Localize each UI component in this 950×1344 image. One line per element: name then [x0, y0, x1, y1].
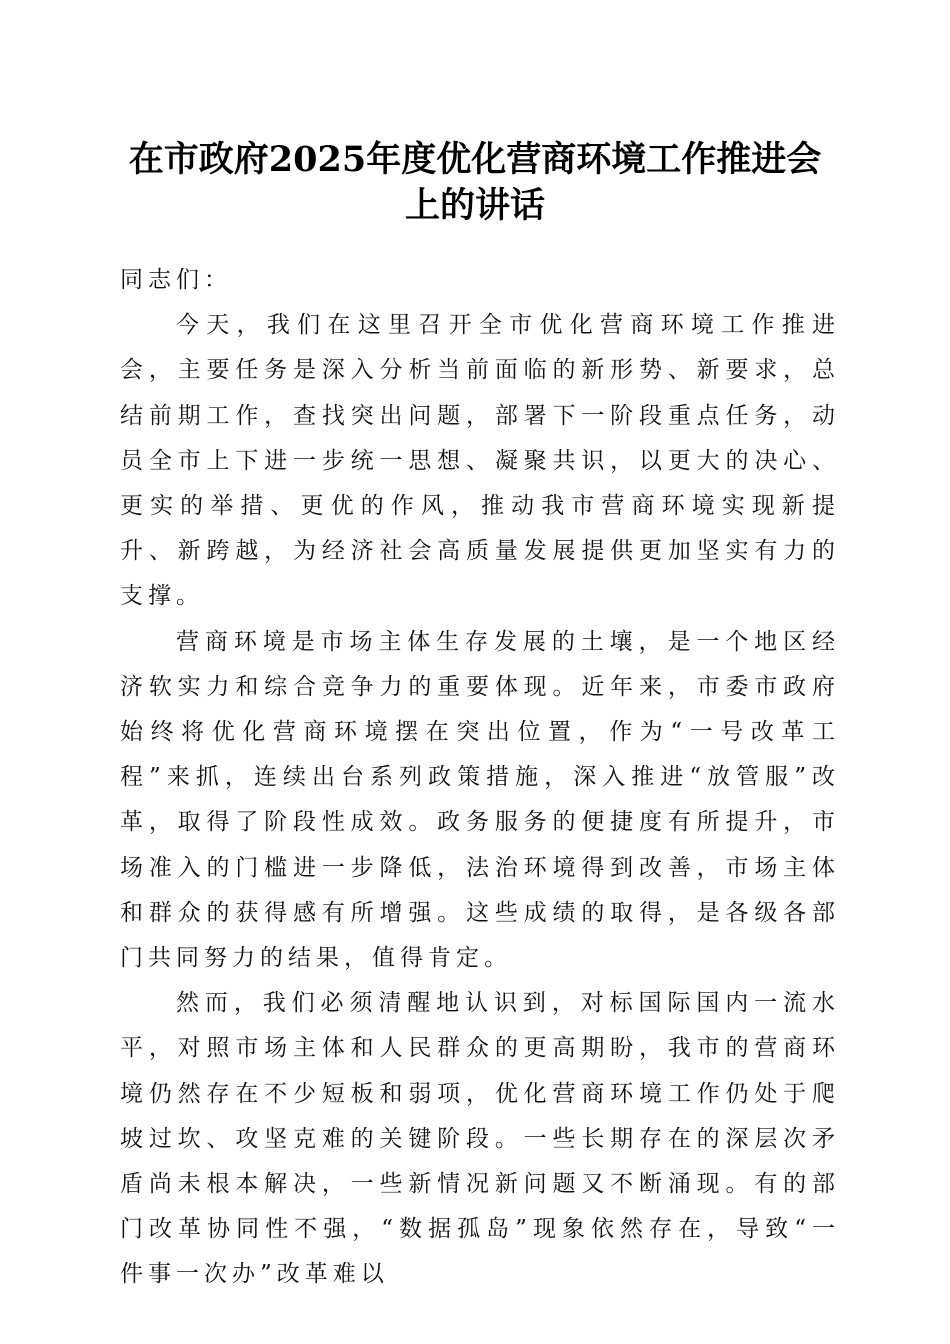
paragraph-2: 营商环境是市场主体生存发展的土壤，是一个地区经济软实力和综合竞争力的重要体现。近年来，市委市政府始终将优化营商环境摆在突出位置，作为“一号改革工程”来抓，连续出台系列政策措施，深入推进“放管服”改革，取得了阶段性成效。政务服务的便捷度有所提升，市场准入的门槛进一步降低，法治环境得到改善，市场主体和群众的获得感有所增强。这些成绩的取得，是各级各部门共同努力的结果，值得肯定。 — [120, 628, 840, 972]
document-body — [120, 258, 840, 1298]
document-title-line-1: 在市政府2025年度优化营商环境工作推进会 — [128, 139, 822, 180]
paragraph-1: 今天，我们在这里召开全市优化营商环境工作推进会，主要任务是深入分析当前面临的新形势、新要求，总结前期工作，查找突出问题，部署下一阶段重点任务，动员全市上下进一步统一思想、凝聚共识，以更大的决心、更实的举措、更优的作风，推动我市营商环境实现新提升、新跨越，为经济社会高质量发展提供更加坚实有力的支撑。 — [120, 312, 840, 610]
paragraph-3: 然而，我们必须清醒地认识到，对标国际国内一流水平，对照市场主体和人民群众的更高期盼，我市的营商环境仍然存在不少短板和弱项，优化营商环境工作仍处于爬坡过坎、攻坚克难的关键阶段。一些长期存在的深层次矛盾尚未根本解决，一些新情况新问题又不断涌现。有的部门改革协同性不强，“数据孤岛”现象依然存在，导致“一件事一次办”改革难以 — [120, 990, 840, 1288]
salutation: 同志们： — [120, 267, 232, 293]
document-title-line-2: 上的讲话 — [404, 185, 545, 226]
